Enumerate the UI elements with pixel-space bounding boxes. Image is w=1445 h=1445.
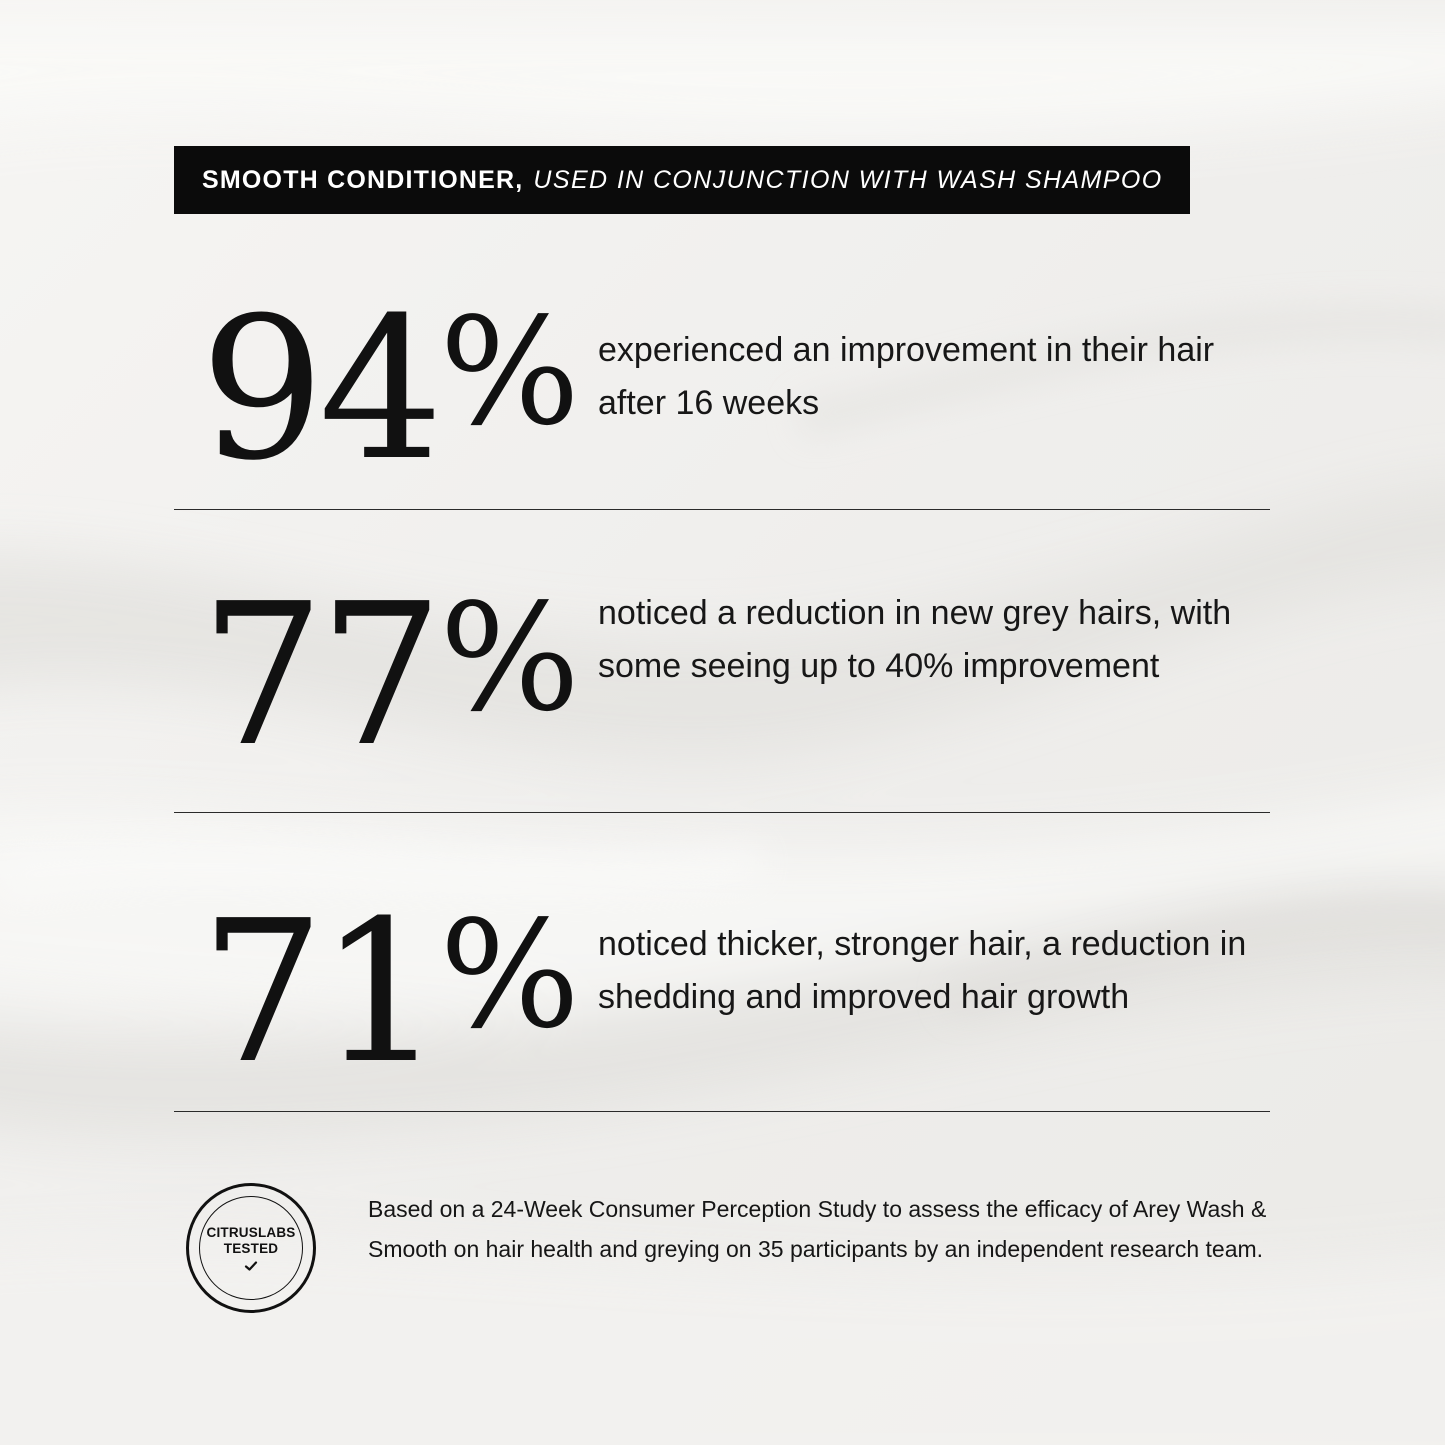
stat-description-3: noticed thicker, stronger hair, a reduction in shedding and improved hair growth	[598, 925, 1247, 1016]
stat-value-3	[200, 879, 581, 1107]
stat-row-2	[174, 510, 1270, 812]
header-banner	[174, 146, 1190, 214]
citruslabs-tested-badge	[186, 1183, 316, 1313]
badge-line-1: CITRUSLABS	[206, 1224, 296, 1240]
badge-line-2: TESTED	[223, 1240, 279, 1256]
divider-3	[174, 1111, 1270, 1112]
stat-value-2	[200, 562, 581, 790]
header-subtitle: USED IN CONJUNCTION WITH WASH SHAMPOO	[533, 165, 1163, 194]
percent-symbol: %	[439, 286, 581, 458]
header-product-title: SMOOTH CONDITIONER,	[202, 165, 524, 194]
stat-row-1	[174, 240, 1270, 508]
percent-symbol: %	[439, 889, 581, 1061]
stat-row-3	[174, 813, 1270, 1111]
stat-description-1: experienced an improvement in their hair after 16 weeks	[598, 331, 1215, 422]
check-icon	[244, 1260, 258, 1272]
stat-number: 94	[200, 276, 438, 504]
percent-symbol: %	[439, 572, 581, 744]
stat-number: 71	[200, 879, 438, 1107]
stat-number: 77	[200, 562, 438, 790]
study-footnote: Based on a 24-Week Consumer Perception Study to assess the efficacy of Arey Wash & Smooth on hair health and greying on 35 participants by an independent research team.	[368, 1196, 1267, 1262]
badge-inner-ring	[199, 1196, 303, 1300]
stat-value-1	[200, 276, 581, 504]
stat-description-2: noticed a reduction in new grey hairs, with some seeing up to 40% improvement	[598, 594, 1232, 685]
